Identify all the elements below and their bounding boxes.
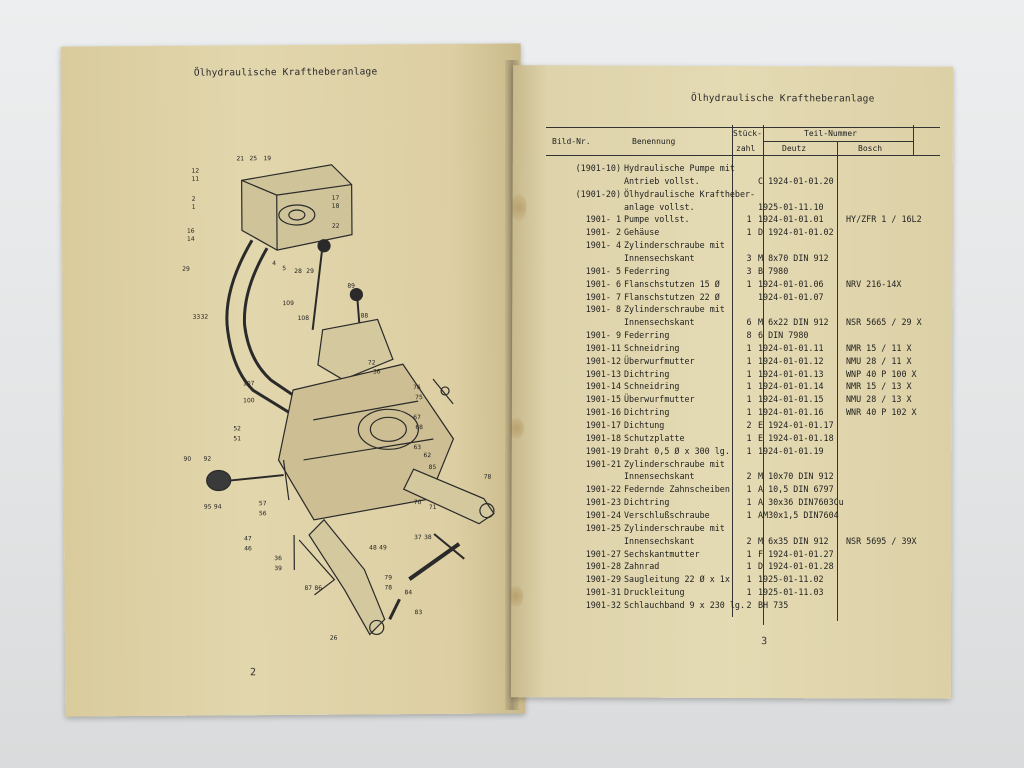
cell-benennung: anlage vollst. [624,201,695,212]
svg-text:38: 38 [424,534,432,542]
left-page [61,43,526,716]
cell-deutz-nr: 1924-01-01.15 [758,394,824,405]
cell-stueckzahl: 1 [746,445,752,456]
svg-text:12: 12 [191,167,200,175]
cell-bild-nr: 1901- 9 [585,330,621,341]
table-row [546,266,940,278]
svg-text:78: 78 [384,584,393,592]
cell-deutz-nr: 1924-01-01.14 [758,381,824,392]
cell-bild-nr: 1901-14 [585,381,621,392]
cell-bild-nr: 1901-23 [585,497,621,508]
cell-benennung: Überwurfmutter [624,355,695,366]
table-row [546,292,940,304]
cell-benennung: Schutzplatte [624,432,685,443]
cell-deutz-nr: B 7980 [758,265,789,276]
svg-text:14: 14 [186,235,195,243]
table-row [546,253,940,265]
svg-text:25: 25 [249,155,258,163]
svg-text:83: 83 [414,609,423,617]
cell-bild-nr: 1901-31 [585,587,621,598]
cell-bosch-nr: WNR 40 P 102 X [846,407,917,418]
svg-text:28: 28 [294,267,302,275]
cell-bosch-nr: NRV 216-14X [846,278,902,289]
cell-bild-nr: 1901-28 [585,561,621,572]
table-row [546,497,940,509]
cell-stueckzahl: 1 [746,355,752,366]
cell-deutz-nr: 1925-01-11.10 [758,201,824,212]
cell-deutz-nr: 1924-01-01.13 [758,368,824,379]
cell-benennung: Zylinderschraube mit [624,240,725,251]
cell-bild-nr: 1901- 8 [585,304,621,315]
cell-deutz-nr: M 6x35 DIN 912 [758,535,829,546]
cell-deutz-nr: D 1924-01-01.28 [758,561,834,572]
cell-bosch-nr: HY/ZFR 1 / 16L2 [846,214,922,225]
svg-text:71: 71 [428,504,437,512]
table-row [546,471,940,483]
cell-bild-nr: 1901- 5 [585,265,621,276]
cell-bild-nr: 1901-18 [585,432,621,443]
svg-text:84: 84 [404,589,413,597]
cell-deutz-nr: 1924-01-01.19 [758,445,824,456]
cell-benennung: Zylinderschraube mit [624,304,725,315]
svg-text:39: 39 [274,565,282,573]
cell-deutz-nr: C 1924-01-01.20 [758,175,834,186]
cell-stueckzahl: 3 [746,252,752,263]
cell-benennung: Dichtung [624,420,665,430]
svg-text:1: 1 [191,203,196,211]
cell-bosch-nr: NMR 15 / 13 X [846,381,912,392]
cell-stueckzahl: 1 [746,381,752,392]
table-row [546,240,940,252]
cell-bosch-nr: NSR 5665 / 29 X [846,317,922,328]
svg-text:37: 37 [414,534,422,542]
svg-text:47: 47 [244,535,252,543]
svg-text:36: 36 [274,555,282,563]
cell-stueckzahl: 1 [746,407,752,418]
cell-benennung: Federring [624,265,670,276]
svg-text:92: 92 [203,455,212,463]
cell-deutz-nr: A 10,5 DIN 6797 [758,484,834,495]
cell-deutz-nr: M 10x70 DIN 912 [758,471,834,482]
cell-benennung: Überwurfmutter [624,394,695,405]
cell-bild-nr: 1901-27 [585,548,621,559]
svg-text:19: 19 [263,155,272,163]
svg-text:94: 94 [213,503,222,511]
cell-benennung: Zahnrad [624,561,660,572]
cell-bild-nr: 1901-12 [585,355,621,366]
cell-benennung: Ölhydraulische Kraftheber- [624,188,756,199]
table-row [546,407,940,419]
table-row [546,561,940,573]
svg-text:32: 32 [200,313,209,321]
cell-benennung: Dichtring [624,368,670,379]
cell-benennung: Innensechskant [624,535,695,546]
header-teil-nummer: Teil-Nummer [804,129,857,138]
svg-text:100: 100 [243,397,255,405]
cell-deutz-nr: AM30x1,5 DIN7604 [758,509,839,520]
cell-stueckzahl: 1 [746,587,752,598]
svg-text:89: 89 [347,282,356,290]
cell-deutz-nr: F 1924-01-01.27 [758,548,834,559]
cell-bild-nr: 1901-24 [585,509,621,520]
cell-stueckzahl: 3 [746,265,752,276]
cell-bild-nr: 1901- 7 [585,291,621,302]
svg-text:52: 52 [233,425,242,433]
header-bosch: Bosch [858,144,883,153]
cell-stueckzahl: 8 [746,330,752,341]
cell-bild-nr: 1901- 1 [585,214,621,225]
stain [510,417,524,439]
table-row [546,574,940,586]
svg-text:5: 5 [282,265,287,273]
cell-benennung: Schneidring [624,381,680,392]
cell-benennung: Dichtring [624,407,670,418]
cell-benennung: Federnde Zahnscheiben [624,484,730,495]
right-page-number: 3 [761,636,768,648]
table-row [546,369,940,381]
svg-text:85: 85 [428,464,437,472]
svg-text:57: 57 [258,500,267,508]
cell-benennung: Druckleitung [624,587,685,598]
stain [509,585,523,607]
table-row [546,484,940,496]
header-stueckzahl-line2: zahl [736,144,756,153]
cell-bild-nr: (1901-10) [575,163,621,173]
svg-text:51: 51 [233,435,242,443]
cell-bild-nr: 1901- 6 [585,278,621,289]
cell-stueckzahl: 1 [746,509,752,520]
svg-text:49: 49 [379,544,387,552]
cell-stueckzahl: 1 [746,227,752,238]
table-row [546,381,940,393]
cell-bild-nr: 1901-29 [585,574,621,585]
cell-stueckzahl: 1 [746,548,752,559]
column-divider [913,125,914,155]
cell-benennung: Draht 0,5 Ø x 300 lg. [624,445,730,456]
cell-deutz-nr: E 1924-01-01.17 [758,420,834,430]
cell-stueckzahl: 1 [746,484,752,495]
svg-text:17: 17 [331,194,340,202]
cell-benennung: Zylinderschraube mit [624,522,725,533]
table-top-rule [546,127,940,128]
header-stueckzahl-line1: Stück- [733,129,762,138]
cell-stueckzahl: 1 [746,574,752,585]
table-row [546,202,940,214]
svg-text:63: 63 [413,444,422,452]
svg-text:88: 88 [360,312,369,320]
table-row [546,304,940,316]
svg-text:75: 75 [415,394,423,402]
cell-bosch-nr: NSR 5695 / 39X [846,535,917,546]
svg-text:2: 2 [191,195,196,203]
cell-stueckzahl: 1 [746,394,752,405]
cell-deutz-nr: 1925-01-11.02 [758,574,824,585]
left-page-number: 2 [250,667,257,679]
cell-stueckzahl: 2 [746,599,752,610]
svg-text:18: 18 [331,202,340,210]
table-row [546,587,940,599]
right-page-title: Ölhydraulische Kraftheberanlage [690,92,875,105]
cell-bild-nr: 1901-25 [585,522,621,533]
table-row [546,330,940,342]
cell-deutz-nr: M 8x70 DIN 912 [758,252,829,263]
cell-deutz-nr: A 30x36 DIN7603Cu [758,497,844,508]
table-row [546,394,940,406]
table-row [546,227,940,239]
cell-bosch-nr: WNP 40 P 100 X [846,368,917,379]
cell-benennung: Schneidring [624,342,680,353]
cell-benennung: Federring [624,330,670,341]
table-row [546,523,940,535]
cell-bosch-nr: NMR 15 / 11 X [846,342,912,353]
svg-text:72: 72 [367,359,376,367]
cell-deutz-nr: M 6x22 DIN 912 [758,317,829,328]
cell-benennung: Saugleitung 22 Ø x 1x [624,574,730,585]
cell-stueckzahl: 1 [746,561,752,572]
table-row [546,317,940,329]
cell-stueckzahl: 1 [746,342,752,353]
table-row [546,189,940,201]
svg-text:46: 46 [244,545,252,553]
cell-stueckzahl: 2 [746,535,752,546]
cell-benennung: Flanschstutzen 15 Ø [624,278,720,289]
table-row [546,600,940,612]
cell-bild-nr: 1901- 4 [585,240,621,251]
svg-text:107: 107 [243,380,255,388]
svg-text:11: 11 [191,175,200,183]
cell-deutz-nr: 1924-01-01.01 [758,214,824,225]
cell-bosch-nr: NMU 28 / 13 X [846,394,912,405]
cell-benennung: Verschlußschraube [624,509,710,520]
table-row [546,356,940,368]
cell-bild-nr: 1901-32 [585,599,621,610]
table-row [546,459,940,471]
svg-text:33: 33 [192,313,201,321]
table-row [546,433,940,445]
header-benennung: Benennung [632,137,676,146]
svg-text:29: 29 [306,267,314,275]
svg-text:87: 87 [304,584,313,592]
cell-deutz-nr: 6 DIN 7980 [758,330,809,341]
cell-deutz-nr: 1924-01-01.16 [758,407,824,418]
cell-bild-nr: 1901-17 [585,420,621,430]
cell-bild-nr: 1901-19 [585,445,621,456]
svg-text:70: 70 [413,499,422,507]
cell-deutz-nr: 1924-01-01.06 [758,278,824,289]
svg-text:16: 16 [186,227,195,235]
svg-text:22: 22 [331,222,340,230]
cell-stueckzahl: 1 [746,497,752,508]
cell-bosch-nr: NMU 28 / 11 X [846,355,912,366]
cell-stueckzahl: 1 [746,214,752,225]
cell-deutz-nr: 1924-01-01.11 [758,342,824,353]
header-bild-nr: Bild-Nr. [552,137,591,146]
cell-benennung: Antrieb vollst. [624,175,700,186]
cell-deutz-nr: 1925-01-11.03 [758,587,824,598]
cell-deutz-nr: 1924-01-01.07 [758,291,824,302]
cell-benennung: Schlauchband 9 x 230 lg. [624,599,746,610]
cell-bild-nr: (1901-20) [575,188,621,199]
svg-text:21: 21 [236,155,245,163]
svg-text:48: 48 [369,544,377,552]
cell-benennung: Gehäuse [624,227,660,238]
table-row [546,446,940,458]
cell-bild-nr: 1901-16 [585,407,621,418]
cell-benennung: Innensechskant [624,471,695,482]
svg-text:62: 62 [423,452,432,460]
teilnummer-rule [763,141,913,142]
table-header-rule [546,155,940,156]
cell-deutz-nr: E 1924-01-01.18 [758,432,834,443]
table-row [546,279,940,291]
cell-stueckzahl: 2 [746,471,752,482]
svg-text:90: 90 [183,455,192,463]
cell-benennung: Pumpe vollst. [624,214,690,225]
cell-benennung: Flanschstutzen 22 Ø [624,291,720,302]
svg-text:76: 76 [413,384,421,392]
cell-deutz-nr: D 1924-01-01.02 [758,227,834,238]
table-row [546,214,940,226]
table-row [546,420,940,432]
stain [511,193,527,221]
cell-deutz-nr: BH 735 [758,599,789,610]
table-row [546,176,940,188]
cell-benennung: Zylinderschraube mit [624,458,725,469]
svg-text:78: 78 [483,473,492,481]
svg-text:56: 56 [258,510,267,518]
diagram-drawing [181,138,515,660]
cell-bild-nr: 1901-13 [585,368,621,379]
table-row [546,163,940,175]
table-row [546,536,940,548]
cell-stueckzahl: 2 [746,420,752,430]
left-page-title: Ölhydraulische Kraftheberanlage [193,66,378,79]
svg-text:79: 79 [384,574,393,582]
exploded-assembly-diagram [181,138,515,660]
svg-text:109: 109 [282,299,294,308]
svg-text:26: 26 [329,634,338,642]
cell-stueckzahl: 1 [746,368,752,379]
cell-stueckzahl: 1 [746,278,752,289]
cell-benennung: Innensechskant [624,317,695,328]
svg-text:68: 68 [415,424,424,432]
cell-bild-nr: 1901-21 [585,458,621,469]
table-row [546,549,940,561]
cell-benennung: Hydraulische Pumpe mit [624,163,735,173]
cell-bild-nr: 1901-11 [585,342,621,353]
table-row [546,510,940,522]
cell-benennung: Innensechskant [624,252,695,263]
svg-text:29: 29 [182,265,190,273]
cell-benennung: Sechskantmutter [624,548,700,559]
parts-table [546,125,940,630]
svg-text:86: 86 [314,584,323,592]
cell-bild-nr: 1901- 2 [585,227,621,238]
svg-text:108: 108 [297,314,310,322]
cell-bild-nr: 1901-22 [585,484,621,495]
cell-deutz-nr: 1924-01-01.12 [758,355,824,366]
svg-text:4: 4 [272,260,277,268]
cell-stueckzahl: 1 [746,432,752,443]
header-deutz: Deutz [782,144,807,153]
svg-text:67: 67 [413,414,421,422]
cell-benennung: Dichtring [624,497,670,508]
svg-text:95: 95 [203,503,212,511]
cell-stueckzahl: 6 [746,317,752,328]
svg-text:36: 36 [372,368,381,376]
cell-bild-nr: 1901-15 [585,394,621,405]
table-row [546,343,940,355]
